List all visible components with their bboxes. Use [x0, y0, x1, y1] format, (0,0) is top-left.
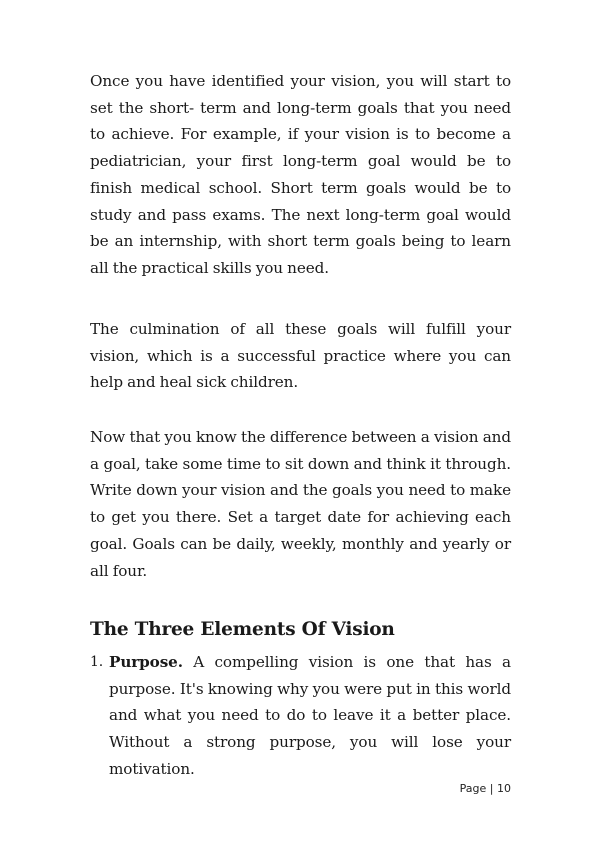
- page-number-footer: Page | 10: [459, 782, 511, 795]
- list-item-text: A compelling vision is one that has a purpose. It's knowing why you were put in this world and what you need to do to leave it a better place. Without a strong purpose, you will lose your motivation.: [109, 653, 511, 778]
- list-item-number: 1.: [90, 654, 104, 670]
- list-item: [90, 649, 511, 783]
- paragraph-culmination: The culmination of all these goals will fulfill your vision, which is a successful practice where you can help and heal sick children.: [90, 320, 511, 392]
- list-item-term: Purpose.: [109, 653, 183, 671]
- elements-list: [90, 649, 511, 783]
- paragraph-next-steps: Now that you know the difference between a vision and a goal, take some time to sit down and think it through. Write down your vision and the goals you need to make to get you there. Set a target date for achieving each goal. Goals can be daily, weekly, monthly and yearly or all four.: [90, 428, 511, 580]
- paragraph-vision-goals: Once you have identified your vision, you will start to set the short- term and long-term goals that you need to achieve. For example, if your vision is to become a pediatrician, your first long-term goal would be to finish medical school. Short term goals would be to study and pass exams. The next long-term goal would be an internship, with short term goals being to learn all the practical skills you need.: [90, 72, 511, 277]
- section-heading: The Three Elements Of Vision: [90, 619, 395, 640]
